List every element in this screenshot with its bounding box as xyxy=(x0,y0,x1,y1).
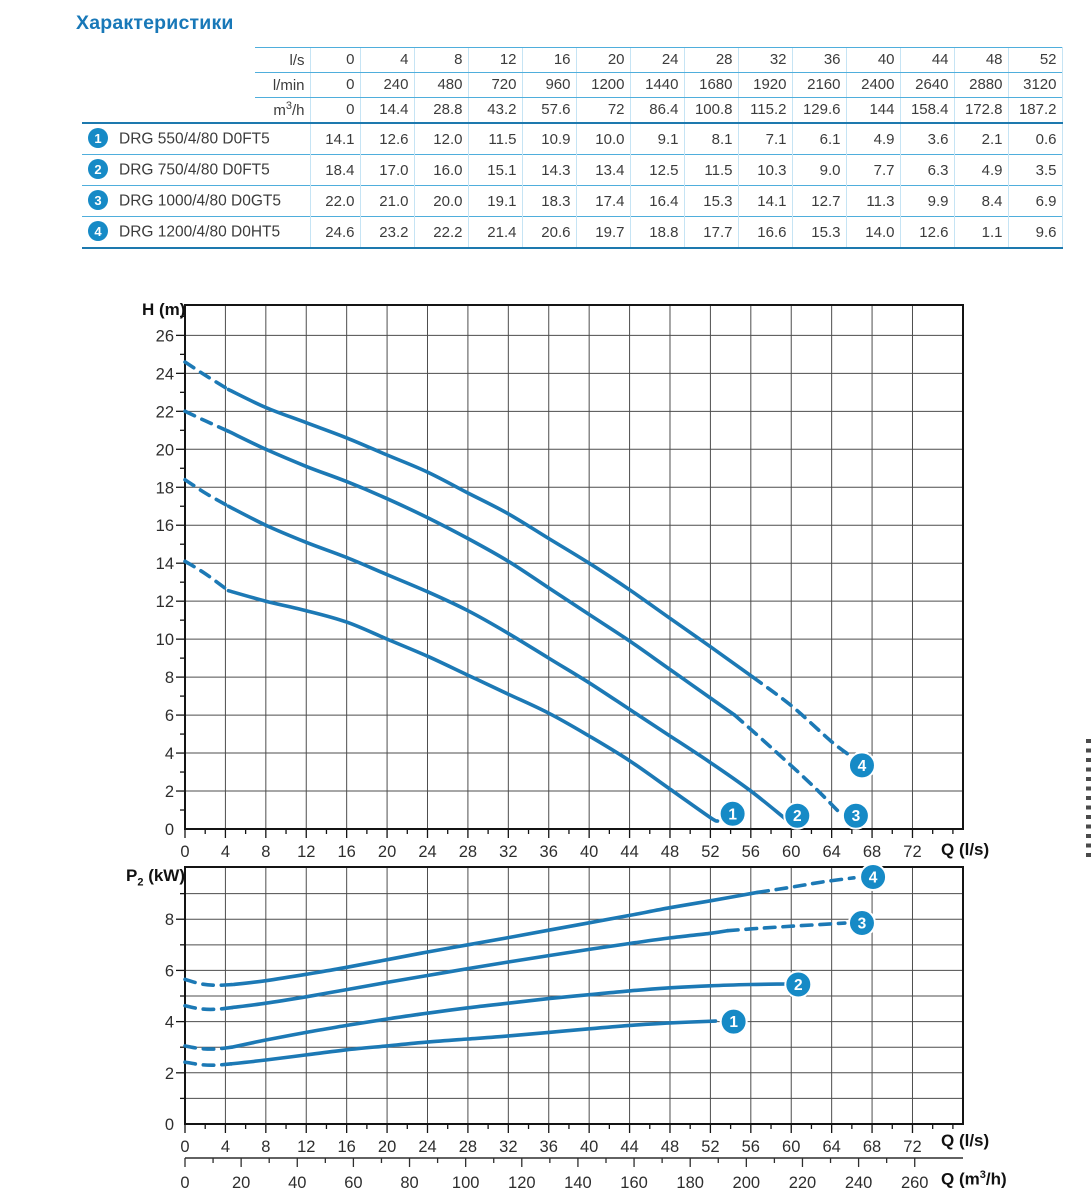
model-name: DRG 750/4/80 D0FT5 xyxy=(119,161,270,179)
row-number-badge: 4 xyxy=(88,221,108,241)
value-cell: 14.1 xyxy=(310,123,360,155)
p2-axis-label xyxy=(126,866,185,888)
header-value-cell: 1200 xyxy=(576,72,630,97)
tick-label: 36 xyxy=(539,1138,558,1156)
tick-label: 240 xyxy=(844,1174,873,1192)
curve-2 xyxy=(185,1046,232,1049)
tick-label: 52 xyxy=(701,1138,720,1156)
q-m3h-label-pre: Q (m xyxy=(941,1169,980,1189)
value-cell: 4.9 xyxy=(954,155,1008,186)
tick-label: 12 xyxy=(297,1138,316,1156)
header-value-cell: 3120 xyxy=(1008,72,1062,97)
header-value-cell: 158.4 xyxy=(900,97,954,123)
unit-cell: l/min xyxy=(272,77,305,94)
tick-label: 3 xyxy=(851,808,861,826)
row-number-badge: 2 xyxy=(88,159,108,179)
tick-label: 24 xyxy=(155,365,174,384)
header-value-cell: 52 xyxy=(1008,47,1062,72)
header-value-cell: 48 xyxy=(954,47,1008,72)
model-name: DRG 550/4/80 D0FT5 xyxy=(119,130,270,148)
tick-label: 40 xyxy=(579,843,599,861)
tick-label: 56 xyxy=(741,1138,760,1156)
tick-label: 1 xyxy=(728,806,737,824)
curve-3 xyxy=(185,411,228,431)
tick-label: 60 xyxy=(782,1138,801,1156)
tick-label: 26 xyxy=(155,327,174,346)
clipped-edge-text xyxy=(1086,739,1091,857)
tick-label: 28 xyxy=(458,1138,478,1156)
p2-axis-label-main: P xyxy=(126,866,138,885)
header-value-cell: 20 xyxy=(576,47,630,72)
value-cell: 20.6 xyxy=(522,217,576,249)
value-cell: 18.8 xyxy=(630,217,684,249)
value-cell: 12.6 xyxy=(360,123,414,155)
value-cell: 18.4 xyxy=(310,155,360,186)
tick-label: 2 xyxy=(164,1064,174,1083)
value-cell: 11.3 xyxy=(846,186,900,217)
header-value-cell: 1680 xyxy=(684,72,738,97)
tick-label: 3 xyxy=(857,915,867,933)
value-cell: 10.0 xyxy=(576,123,630,155)
tick-label: 12 xyxy=(297,843,316,861)
tick-label: 16 xyxy=(337,1138,356,1156)
curve-1 xyxy=(185,561,228,590)
tick-label: 60 xyxy=(782,843,801,861)
tick-label: 120 xyxy=(508,1174,536,1192)
header-value-cell: 2400 xyxy=(846,72,900,97)
tick-label: 260 xyxy=(900,1174,929,1192)
value-cell: 22.2 xyxy=(414,217,468,249)
tick-label: 0 xyxy=(180,1138,190,1156)
tick-label: 220 xyxy=(788,1174,817,1192)
value-cell: 14.1 xyxy=(738,186,792,217)
q-ls-axis-label-top: Q (l/s) xyxy=(941,840,990,859)
tick-label: 20 xyxy=(377,1138,397,1156)
value-cell: 17.0 xyxy=(360,155,414,186)
tick-label: 32 xyxy=(499,1138,518,1156)
curve-3 xyxy=(228,431,734,715)
tick-label: 56 xyxy=(741,843,760,861)
tick-label: 40 xyxy=(288,1174,307,1192)
header-value-cell: 40 xyxy=(846,47,900,72)
header-value-cell: 129.6 xyxy=(792,97,846,123)
value-cell: 21.4 xyxy=(468,217,522,249)
tick-label: 16 xyxy=(337,843,356,861)
tick-label: 18 xyxy=(155,479,174,498)
tick-label: 8 xyxy=(164,911,174,930)
value-cell: 11.5 xyxy=(468,123,522,155)
value-cell: 15.1 xyxy=(468,155,522,186)
value-cell: 16.6 xyxy=(738,217,792,249)
value-cell: 14.0 xyxy=(846,217,900,249)
header-value-cell: 36 xyxy=(792,47,846,72)
p2-axis-label-sub: 2 xyxy=(137,876,144,889)
tick-label: 44 xyxy=(620,843,639,861)
tick-label: 22 xyxy=(155,403,174,422)
value-cell: 15.3 xyxy=(792,217,846,249)
tick-label: 2 xyxy=(793,976,803,994)
header-value-cell: 43.2 xyxy=(468,97,522,123)
value-cell: 7.1 xyxy=(738,123,792,155)
value-cell: 6.1 xyxy=(792,123,846,155)
tick-label: 8 xyxy=(261,843,271,861)
value-cell: 18.3 xyxy=(522,186,576,217)
header-value-cell: 144 xyxy=(846,97,900,123)
header-value-cell: 28.8 xyxy=(414,97,468,123)
header-value-cell: 24 xyxy=(630,47,684,72)
value-cell: 4.9 xyxy=(846,123,900,155)
value-cell: 6.9 xyxy=(1008,186,1062,217)
header-value-cell: 32 xyxy=(738,47,792,72)
tick-label: 12 xyxy=(155,593,174,612)
tick-label: 4 xyxy=(868,869,878,887)
header-value-cell: 240 xyxy=(360,72,414,97)
value-cell: 3.5 xyxy=(1008,155,1062,186)
curve-4 xyxy=(228,390,752,678)
tick-label: 20 xyxy=(231,1174,251,1192)
curve-4 xyxy=(185,979,234,985)
tick-label: 4 xyxy=(220,1138,231,1156)
tick-label: 68 xyxy=(862,1138,882,1156)
value-cell: 7.7 xyxy=(846,155,900,186)
tick-label: 44 xyxy=(620,1138,639,1156)
tick-label: 72 xyxy=(903,843,922,861)
tick-label: 48 xyxy=(660,843,680,861)
value-cell: 10.9 xyxy=(522,123,576,155)
tick-label: 14 xyxy=(155,555,174,574)
tick-label: 16 xyxy=(155,517,174,536)
p2-axis-label-unit: (kW) xyxy=(143,866,186,885)
tick-label: 68 xyxy=(862,843,882,861)
tick-label: 4 xyxy=(220,843,231,861)
q-m3h-label-post: /h) xyxy=(985,1169,1007,1189)
q-m3h-label-sup: 3 xyxy=(979,1169,986,1181)
tick-label: 200 xyxy=(732,1174,761,1192)
header-value-cell: 12 xyxy=(468,47,522,72)
curve-2 xyxy=(185,480,228,507)
value-cell: 14.3 xyxy=(522,155,576,186)
value-cell: 17.7 xyxy=(684,217,738,249)
header-value-cell: 4 xyxy=(360,47,414,72)
value-cell: 23.2 xyxy=(360,217,414,249)
tick-label: 100 xyxy=(451,1174,480,1192)
value-cell: 0.6 xyxy=(1008,123,1062,155)
unit-cell: l/s xyxy=(289,52,305,69)
chart-2 xyxy=(165,864,963,1192)
h-axis-label: H (m) xyxy=(142,300,186,319)
header-value-cell: 100.8 xyxy=(684,97,738,123)
header-value-cell: 72 xyxy=(576,97,630,123)
header-value-cell: 86.4 xyxy=(630,97,684,123)
header-value-cell: 0 xyxy=(310,47,360,72)
value-cell: 9.9 xyxy=(900,186,954,217)
tick-label: 4 xyxy=(857,757,867,775)
value-cell: 1.1 xyxy=(954,217,1008,249)
header-value-cell: 2880 xyxy=(954,72,1008,97)
header-value-cell: 57.6 xyxy=(522,97,576,123)
tick-label: 52 xyxy=(701,843,720,861)
value-cell: 17.4 xyxy=(576,186,630,217)
value-cell: 12.6 xyxy=(900,217,954,249)
curve-4 xyxy=(758,878,854,893)
curve-4 xyxy=(185,362,228,390)
tick-label: 8 xyxy=(164,669,174,688)
header-value-cell: 8 xyxy=(414,47,468,72)
tick-label: 1 xyxy=(729,1014,738,1032)
tick-label: 0 xyxy=(180,843,190,861)
tick-label: 8 xyxy=(261,1138,271,1156)
tick-label: 32 xyxy=(499,843,518,861)
value-cell: 3.6 xyxy=(900,123,954,155)
header-value-cell: 172.8 xyxy=(954,97,1008,123)
tick-label: 64 xyxy=(822,1138,841,1156)
value-cell: 16.4 xyxy=(630,186,684,217)
value-cell: 6.3 xyxy=(900,155,954,186)
tick-label: 24 xyxy=(418,843,437,861)
tick-label: 72 xyxy=(903,1138,922,1156)
q-m3h-axis-label xyxy=(941,1169,1007,1190)
value-cell: 8.4 xyxy=(954,186,1008,217)
tick-label: 4 xyxy=(164,1013,174,1032)
chart-1 xyxy=(156,305,963,861)
value-cell: 12.5 xyxy=(630,155,684,186)
value-cell: 10.3 xyxy=(738,155,792,186)
tick-label: 10 xyxy=(155,631,174,650)
header-value-cell: 0 xyxy=(310,72,360,97)
tick-label: 140 xyxy=(564,1174,592,1192)
model-name: DRG 1000/4/80 D0GT5 xyxy=(119,192,281,210)
tick-label: 0 xyxy=(164,821,174,839)
tick-label: 48 xyxy=(660,1138,680,1156)
header-value-cell: 960 xyxy=(522,72,576,97)
value-cell: 15.3 xyxy=(684,186,738,217)
tick-label: 4 xyxy=(164,745,174,764)
header-value-cell: 14.4 xyxy=(360,97,414,123)
row-number-badge: 3 xyxy=(88,190,108,210)
value-cell: 21.0 xyxy=(360,186,414,217)
value-cell: 12.0 xyxy=(414,123,468,155)
model-name: DRG 1200/4/80 D0HT5 xyxy=(119,223,281,241)
tick-label: 2 xyxy=(164,783,174,802)
header-value-cell: 115.2 xyxy=(738,97,792,123)
row-number-badge: 1 xyxy=(88,128,108,148)
tick-label: 28 xyxy=(458,843,478,861)
header-value-cell: 187.2 xyxy=(1008,97,1062,123)
tick-label: 40 xyxy=(579,1138,599,1156)
unit-cell: $m^3/h$ xyxy=(273,100,305,119)
value-cell: 19.1 xyxy=(468,186,522,217)
value-cell: 9.6 xyxy=(1008,217,1062,249)
tick-label: 2 xyxy=(792,808,802,826)
curve-1 xyxy=(232,1021,716,1064)
header-value-cell: 1920 xyxy=(738,72,792,97)
tick-label: 36 xyxy=(539,843,558,861)
value-cell: 9.1 xyxy=(630,123,684,155)
tick-label: 20 xyxy=(155,441,174,460)
tick-label: 64 xyxy=(822,843,841,861)
value-cell: 9.0 xyxy=(792,155,846,186)
header-value-cell: 28 xyxy=(684,47,738,72)
header-value-cell: 2160 xyxy=(792,72,846,97)
q-ls-axis-label-bottom: Q (l/s) xyxy=(941,1131,990,1150)
header-value-cell: 1440 xyxy=(630,72,684,97)
tick-label: 160 xyxy=(620,1174,648,1192)
value-cell: 13.4 xyxy=(576,155,630,186)
value-cell: 12.7 xyxy=(792,186,846,217)
value-cell: 16.0 xyxy=(414,155,468,186)
header-value-cell: 720 xyxy=(468,72,522,97)
tick-label: 60 xyxy=(344,1174,363,1192)
header-value-cell: 44 xyxy=(900,47,954,72)
header-value-cell: 0 xyxy=(310,97,360,123)
value-cell: 24.6 xyxy=(310,217,360,249)
curve-1 xyxy=(185,1062,232,1065)
tick-label: 6 xyxy=(164,707,174,726)
value-cell: 2.1 xyxy=(954,123,1008,155)
curve-2 xyxy=(228,506,785,818)
tick-label: 80 xyxy=(400,1174,419,1192)
value-cell: 8.1 xyxy=(684,123,738,155)
value-cell: 20.0 xyxy=(414,186,468,217)
curve-1 xyxy=(228,591,717,821)
tick-label: 180 xyxy=(676,1174,704,1192)
curve-3 xyxy=(728,923,845,931)
tick-label: 0 xyxy=(180,1174,190,1192)
header-value-cell: 16 xyxy=(522,47,576,72)
value-cell: 11.5 xyxy=(684,155,738,186)
value-cell: 22.0 xyxy=(310,186,360,217)
page-title: Характеристики xyxy=(76,12,234,34)
tick-label: 24 xyxy=(418,1138,437,1156)
tick-label: 6 xyxy=(164,962,174,981)
value-cell: 19.7 xyxy=(576,217,630,249)
header-value-cell: 480 xyxy=(414,72,468,97)
tick-label: 20 xyxy=(377,843,397,861)
tick-label: 0 xyxy=(164,1116,174,1134)
header-value-cell: 2640 xyxy=(900,72,954,97)
